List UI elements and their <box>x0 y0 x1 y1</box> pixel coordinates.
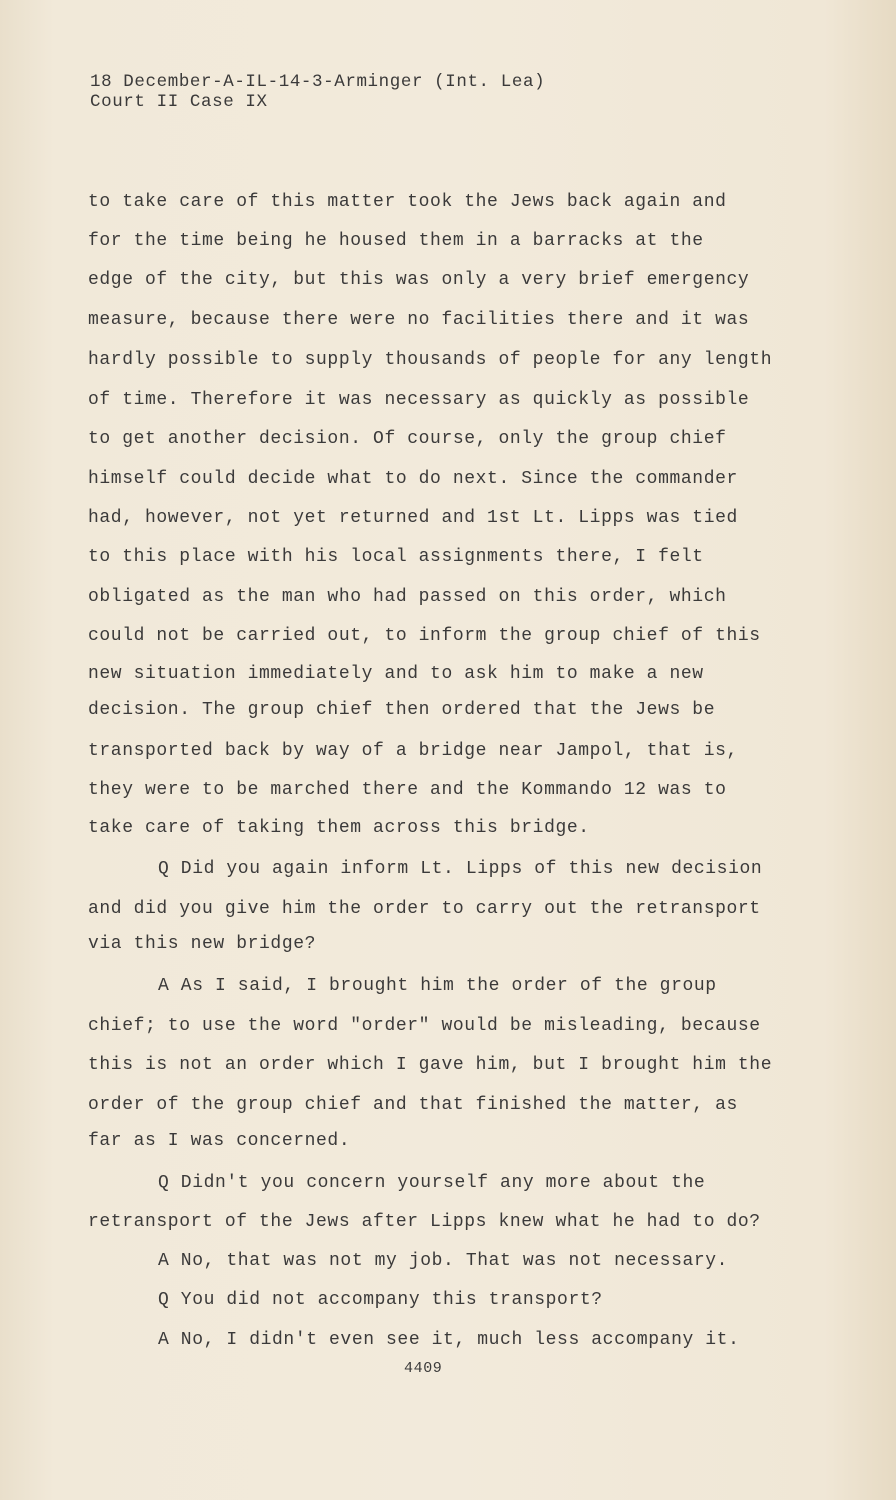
answer-line: A As I said, I brought him the order of the group <box>158 976 717 996</box>
question-line: Q Did you again inform Lt. Lipps of this new decision <box>158 859 763 879</box>
question-line: Q You did not accompany this transport? <box>158 1290 603 1310</box>
answer-line: A No, that was not my job. That was not necessary. <box>158 1251 729 1271</box>
body-line: take care of taking them across this bridge. <box>88 818 590 838</box>
header-line-1: 18 December-A-IL-14-3-Arminger (Int. Lea) <box>90 72 546 92</box>
body-line: had, however, not yet returned and 1st Lt. Lipps was tied <box>88 508 738 528</box>
question-line: Q Didn't you concern yourself any more about the <box>158 1173 706 1193</box>
body-line: retransport of the Jews after Lipps knew what he had to do? <box>88 1212 761 1232</box>
body-line: to get another decision. Of course, only the group chief <box>88 429 727 449</box>
body-line: obligated as the man who had passed on this order, which <box>88 587 727 607</box>
body-line: transported back by way of a bridge near Jampol, that is, <box>88 741 738 761</box>
body-line: measure, because there were no facilities there and it was <box>88 310 750 330</box>
body-line: to this place with his local assignments there, I felt <box>88 547 704 567</box>
body-line: order of the group chief and that finished the matter, as <box>88 1095 738 1115</box>
body-line: for the time being he housed them in a barracks at the <box>88 231 704 251</box>
body-line: chief; to use the word "order" would be misleading, because <box>88 1016 761 1036</box>
body-line: edge of the city, but this was only a very brief emergency <box>88 270 750 290</box>
body-line: and did you give him the order to carry out the retransport <box>88 899 761 919</box>
body-line: himself could decide what to do next. Since the commander <box>88 469 738 489</box>
body-line: new situation immediately and to ask him to make a new <box>88 664 704 684</box>
page-number: 4409 <box>404 1360 443 1377</box>
body-line: far as I was concerned. <box>88 1131 351 1151</box>
body-line: of time. Therefore it was necessary as quickly as possible <box>88 390 750 410</box>
body-line: hardly possible to supply thousands of people for any length <box>88 350 773 370</box>
body-line: to take care of this matter took the Jews back again and <box>88 192 727 212</box>
body-line: via this new bridge? <box>88 934 317 954</box>
body-line: decision. The group chief then ordered that the Jews be <box>88 700 716 720</box>
body-line: this is not an order which I gave him, but I brought him the <box>88 1055 773 1075</box>
answer-line: A No, I didn't even see it, much less accompany it. <box>158 1330 740 1350</box>
header-line-2: Court II Case IX <box>90 92 268 112</box>
body-line: they were to be marched there and the Kommando 12 was to <box>88 780 727 800</box>
body-line: could not be carried out, to inform the group chief of this <box>88 626 761 646</box>
